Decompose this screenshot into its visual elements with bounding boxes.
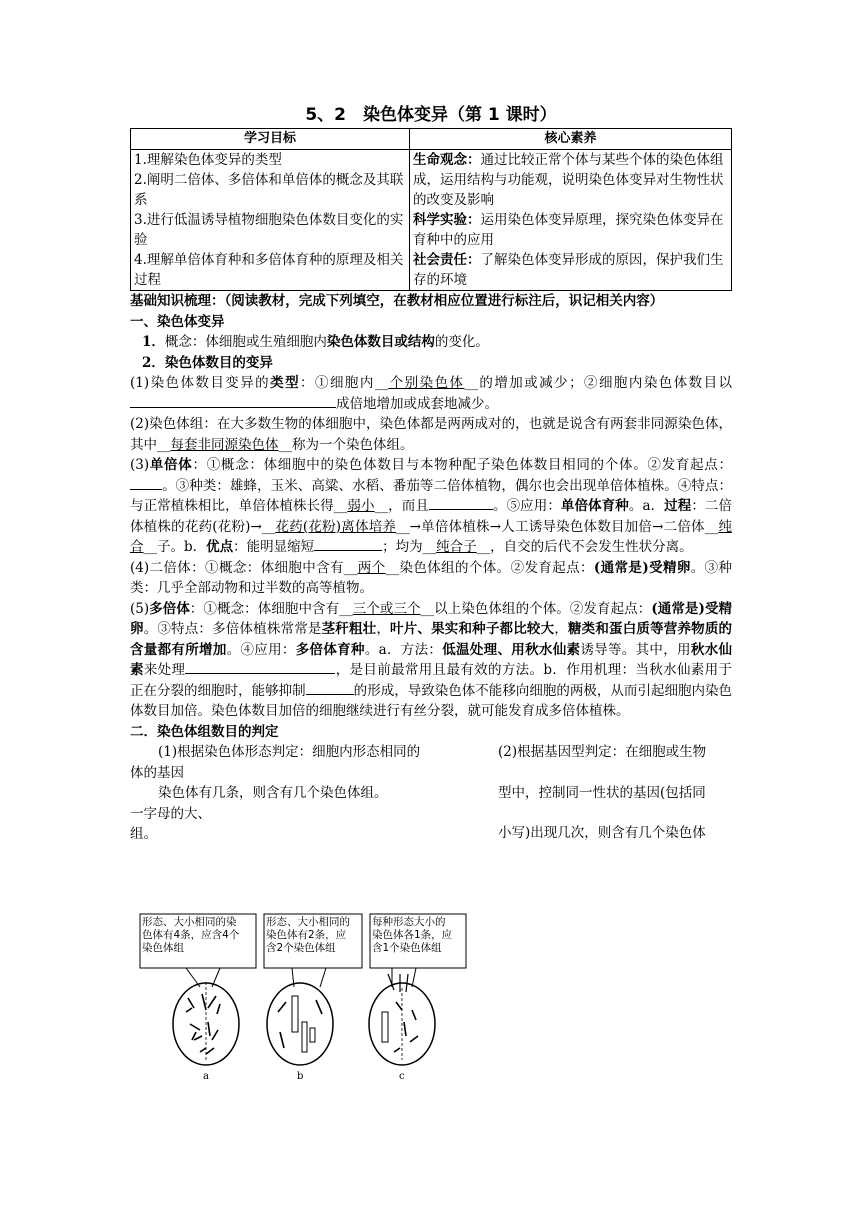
left-column: (1)根据染色体形态判定：细胞内形态相同的 体的基因 染色体有几条，则含有几个染色体组。 一字母的大、 bbox=[130, 744, 421, 822]
label-b: b bbox=[297, 1071, 304, 1082]
label-c: c bbox=[399, 1071, 405, 1082]
judgement-columns bbox=[130, 742, 732, 841]
answer-blank[interactable] bbox=[130, 476, 162, 490]
wrap-text: 组。 bbox=[130, 826, 157, 842]
cell-a bbox=[173, 968, 239, 1065]
section-heading: 二．染色体组数目的判定 bbox=[130, 723, 279, 740]
subheading: 2．染色体数目的变异 bbox=[142, 354, 273, 371]
worksheet-page bbox=[130, 104, 732, 845]
goal-item: 1.理解染色体变异的类型 bbox=[134, 152, 282, 168]
caption-c: 每种形态大小的 染色体各1条，应 含1个染色体组 bbox=[372, 916, 453, 954]
section-heading: 一、染色体变异 bbox=[130, 313, 225, 330]
paragraph-types: (1)染色体数目变异的类型：①细胞内__个别染色体__的增加或减少；②细胞内染色体数目以成倍地增加或成套地减少。 bbox=[130, 375, 733, 412]
intro-text: 基础知识梳理：（阅读教材，完成下列填空，在教材相应位置进行标注后，识记相关内容） bbox=[130, 293, 664, 309]
goals-cell bbox=[131, 150, 410, 291]
answer-blank[interactable] bbox=[314, 537, 382, 551]
right-column: (2)根据基因型判定：在细胞或生物 型中，控制同一性状的基因(包括同 小写)出现几次，则含有几个染色体 bbox=[498, 744, 707, 841]
literacy-item: 社会责任：了解染色体变异形成的原因，保护我们生存的环境 bbox=[413, 252, 724, 288]
caption-a: 形态、大小相同的染 色体有4条，应含4个 染色体组 bbox=[142, 916, 240, 954]
answer-blank[interactable] bbox=[429, 496, 493, 510]
chromosome-set-diagram bbox=[130, 912, 480, 1082]
answer-blank[interactable] bbox=[185, 660, 335, 674]
paragraph-chromosome-set: (2)染色体组：在大多数生物的体细胞中，染色体都是两两成对的，也就是说含有两套非同源染色体，其中__每套非同源染色体__称为一个染色体组。 bbox=[130, 416, 732, 453]
goal-item: 2.阐明二倍体、多倍体和单倍体的概念及其联系 bbox=[134, 172, 404, 208]
paragraph-diploid: (4)二倍体：①概念：体细胞中含有__两个__染色体组的个体。②发育起点：(通常是)受精卵。③种类：几乎全部动物和过半数的高等植物。 bbox=[130, 559, 733, 596]
literacy-item: 生命观念：通过比较正常个体与某些个体的染色体组成，运用结构与功能观，说明染色体变异对生物性状的改变及影响 bbox=[413, 152, 724, 208]
label-a: a bbox=[203, 1071, 209, 1082]
goals-table bbox=[130, 128, 732, 291]
literacy-header: 核心素养 bbox=[410, 129, 732, 150]
page-title: 5、2 染色体变异（第 1 课时） bbox=[305, 105, 557, 125]
concept-paragraph: 1．概念：体细胞或生殖细胞内染色体数目或结构的变化。 bbox=[142, 334, 489, 350]
paragraph-haploid: (3)单倍体：①概念：体细胞中的染色体数目与本物种配子染色体数目相同的个体。②发育起点：。③种类：雄蜂，玉米、高粱、水稻、番茄等二倍体植物，偶尔也会出现单倍体植株。④特点：与正常植株相比，单倍体植株长得__弱小__，而且 。⑤应用：单倍体育种。a．过程：二倍体植株的花药(花粉)→__花药(花粉)离体培养__→单倍体植株→人工诱导染色体数目加倍→二倍体__纯合__子。b．优点：能明显缩短 ；均为__纯合子__，自交的后代不会发生性状分离。 bbox=[130, 457, 733, 555]
cell-c bbox=[369, 968, 435, 1065]
answer-blank[interactable] bbox=[130, 394, 336, 408]
literacy-cell bbox=[410, 150, 732, 291]
goal-item: 4.理解单倍体育种和多倍体育种的原理及相关过程 bbox=[134, 252, 404, 288]
literacy-item: 科学实验：运用染色体变异原理，探究染色体变异在育种中的应用 bbox=[413, 212, 724, 248]
goal-item: 3.进行低温诱导植物细胞染色体数目变化的实验 bbox=[134, 212, 404, 248]
answer-blank[interactable] bbox=[306, 681, 354, 695]
paragraph-polyploid: (5)多倍体：①概念：体细胞中含有__三个或三个__以上染色体组的个体。②发育起点：(通常是)受精卵。③特点：多倍体植株常常是茎秆粗壮，叶片、果实和种子都比较大，糖类和蛋白质等营养物质的含量都有所增加。④应用：多倍体育种。a．方法：低温处理、用秋水仙素诱导等。其中，用秋水仙素来处理 ，是目前最常用且最有效的方法。b．作用机理：当秋水仙素用于正在分裂的细胞时，能够抑制 的形成，导致染色体不能移向细胞的两极，从而引起细胞内染色体数目加倍。染色体数目加倍的细胞继续进行有丝分裂，就可能发育成多倍体植株。 bbox=[130, 600, 733, 719]
caption-b: 形态、大小相同的 染色体有2条，应 含2个染色体组 bbox=[266, 916, 350, 954]
goals-header: 学习目标 bbox=[131, 129, 410, 150]
cell-b bbox=[267, 968, 333, 1065]
